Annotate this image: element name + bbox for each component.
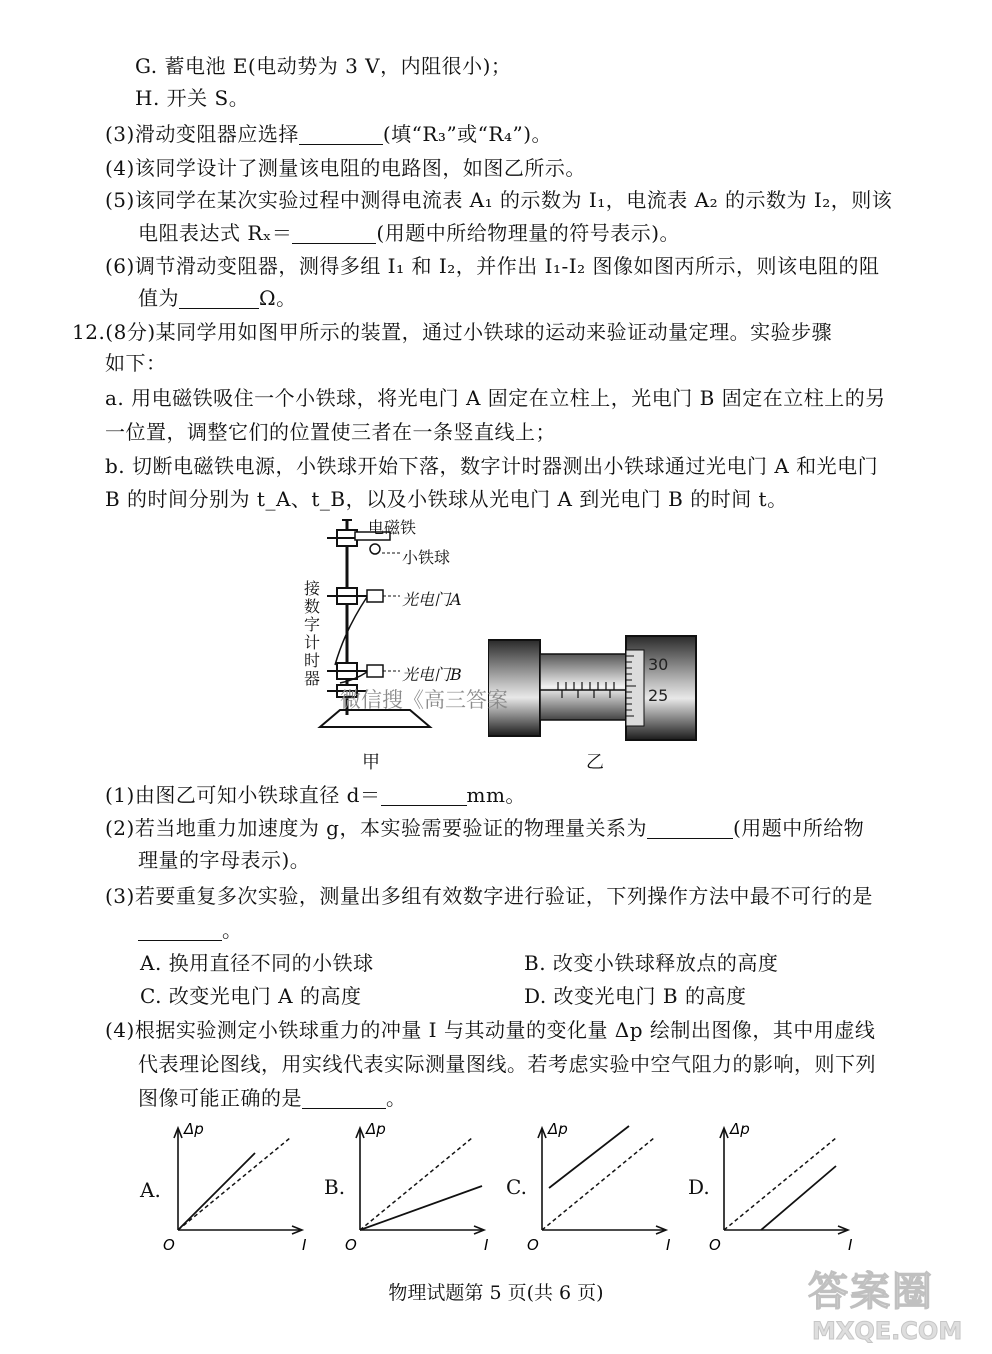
answer-blank <box>381 785 467 806</box>
label-timer: 接 数 字 计 时 器 <box>304 579 321 688</box>
origin-label: O <box>527 1236 539 1253</box>
step-a-line1: a. 用电磁铁吸住一个小铁球，将光电门 A 固定在立柱上，光电门 B 固定在立柱上的另 <box>105 386 886 410</box>
graph-d <box>706 1118 866 1253</box>
answer-blank <box>138 920 222 941</box>
problem-12-line1: 12.(8分)某同学用如图甲所示的装置，通过小铁球的运动来验证动量定理。实验步骤 <box>72 320 833 344</box>
problem-12-line2: 如下： <box>105 351 167 375</box>
option-c: C. 改变光电门 A 的高度 <box>140 984 362 1008</box>
photogate-a-icon <box>367 590 383 602</box>
q3-text: (3)滑动变阻器应选择 <box>105 122 299 146</box>
origin-label: O <box>345 1236 357 1253</box>
label-electromagnet: 电磁铁 <box>368 518 417 537</box>
y-axis-label: Δp <box>548 1120 568 1138</box>
question-3 <box>105 120 552 148</box>
text-line-g: G. 蓄电池 E(电动势为 3 V，内阻很小)； <box>135 54 512 78</box>
x-axis-label: I <box>848 1236 853 1253</box>
graph-c <box>524 1118 684 1253</box>
option-d: D. 改变光电门 B 的高度 <box>524 984 747 1008</box>
answer-blank <box>302 1088 386 1109</box>
sub-question-2: (2)若当地重力加速度为 g，本实验需要验证的物理量关系为 (用题中所给物 <box>105 816 865 840</box>
watermark-site-text: MXQE.COM <box>812 1317 963 1345</box>
label-gate-b: 光电门B <box>402 665 462 684</box>
page-footer: 物理试题第 5 页(共 6 页) <box>388 1282 604 1304</box>
clamp-gate-a <box>327 588 367 604</box>
x-axis-label: I <box>484 1236 489 1253</box>
sub-question-4-line3: 图像可能正确的是 。 <box>138 1086 407 1110</box>
micrometer-sleeve <box>540 654 628 720</box>
theory-line-dashed <box>360 1138 472 1230</box>
step-b-line1: b. 切断电磁铁电源，小铁球开始下落，数字计时器测出小铁球通过光电门 A 和光电门 <box>105 454 879 478</box>
graph-letter-c: C. <box>506 1175 527 1199</box>
q5-hint: (用题中所给物理量的符号表示)。 <box>376 221 681 245</box>
option-a: A. 换用直径不同的小铁球 <box>140 951 374 975</box>
sub-question-4-line1: (4)根据实验测定小铁球重力的冲量 I 与其动量的变化量 Δp 绘制出图像，其中用虚线 <box>105 1018 876 1042</box>
wire-gate-a <box>335 597 367 665</box>
graph-letter-b: B. <box>324 1175 346 1199</box>
graph-a <box>160 1118 320 1253</box>
graph-letter-a: A. <box>140 1178 161 1202</box>
watermark-logo <box>808 1260 978 1350</box>
scale-label-30: 30 <box>648 655 669 674</box>
y-axis-label: Δp <box>366 1120 386 1138</box>
question-6-line1: (6)调节滑动变阻器，测得多组 I₁ 和 I₂，并作出 I₁-I₂ 图像如图丙所示，则该电阻的阻 <box>105 254 880 278</box>
q6-unit: Ω。 <box>259 286 297 310</box>
theory-line-dashed <box>724 1138 836 1230</box>
answer-blank <box>647 818 733 839</box>
question-5-line2 <box>138 219 680 247</box>
origin-label: O <box>709 1236 721 1253</box>
question-6-line2 <box>138 284 297 312</box>
watermark-wechat: 微信搜《高三答案 <box>340 688 508 712</box>
measured-line-solid <box>360 1186 482 1230</box>
option-b: B. 改变小铁球释放点的高度 <box>524 951 779 975</box>
watermark-logo-text: 答案圈 <box>808 1269 934 1315</box>
sub-question-4-line2: 代表理论图线，用实线代表实际测量图线。若考虑实验中空气阻力的影响，则下列 <box>138 1052 876 1076</box>
measured-line-solid <box>178 1153 255 1230</box>
origin-label: O <box>163 1236 175 1253</box>
question-5-line1: (5)该同学在某次实验过程中测得电流表 A₁ 的示数为 I₁，电流表 A₂ 的示数为 I₂，则该 <box>105 188 893 212</box>
q5-text: 电阻表达式 Rₓ＝ <box>138 221 293 245</box>
y-axis-label: Δp <box>730 1120 750 1138</box>
iron-ball-icon <box>370 544 380 554</box>
step-a-line2: 一位置，调整它们的位置使三者在一条竖直线上； <box>105 420 556 444</box>
clamp-gate-b <box>327 663 367 679</box>
photogate-b-icon <box>367 665 383 677</box>
q3-hint: (填“R₃”或“R₄”)。 <box>382 122 552 146</box>
caption-jia: 甲 <box>362 752 380 773</box>
caption-yi: 乙 <box>586 752 604 773</box>
question-4: (4)该同学设计了测量该电阻的电路图，如图乙所示。 <box>105 156 586 180</box>
answer-blank <box>292 223 376 244</box>
x-axis-label: I <box>302 1236 307 1253</box>
measured-line-solid <box>761 1166 836 1230</box>
sub-question-3: (3)若要重复多次实验，测量出多组有效数字进行验证，下列操作方法中最不可行的是 <box>105 884 873 908</box>
theory-line-dashed <box>178 1138 290 1230</box>
y-axis-label: Δp <box>184 1120 204 1138</box>
text-line-h: H. 开关 S。 <box>135 86 250 110</box>
answer-blank <box>179 288 259 309</box>
answer-blank <box>299 124 383 145</box>
label-ball: 小铁球 <box>402 548 451 567</box>
x-axis-label: I <box>666 1236 671 1253</box>
q6-text: 值为 <box>138 286 179 310</box>
graph-b <box>342 1118 502 1253</box>
sub-question-3-blank: 。 <box>138 916 243 944</box>
sub-question-2-line2: 理量的字母表示)。 <box>138 848 311 872</box>
scale-label-25: 25 <box>648 686 669 705</box>
theory-line-dashed <box>542 1138 654 1230</box>
sub-question-1: (1)由图乙可知小铁球直径 d＝ mm。 <box>105 783 526 807</box>
label-gate-a: 光电门A <box>402 590 462 609</box>
graph-letter-d: D. <box>688 1175 710 1199</box>
step-b-line2: B 的时间分别为 t_A、t_B，以及小铁球从光电门 A 到光电门 B 的时间 t。 <box>105 487 788 511</box>
